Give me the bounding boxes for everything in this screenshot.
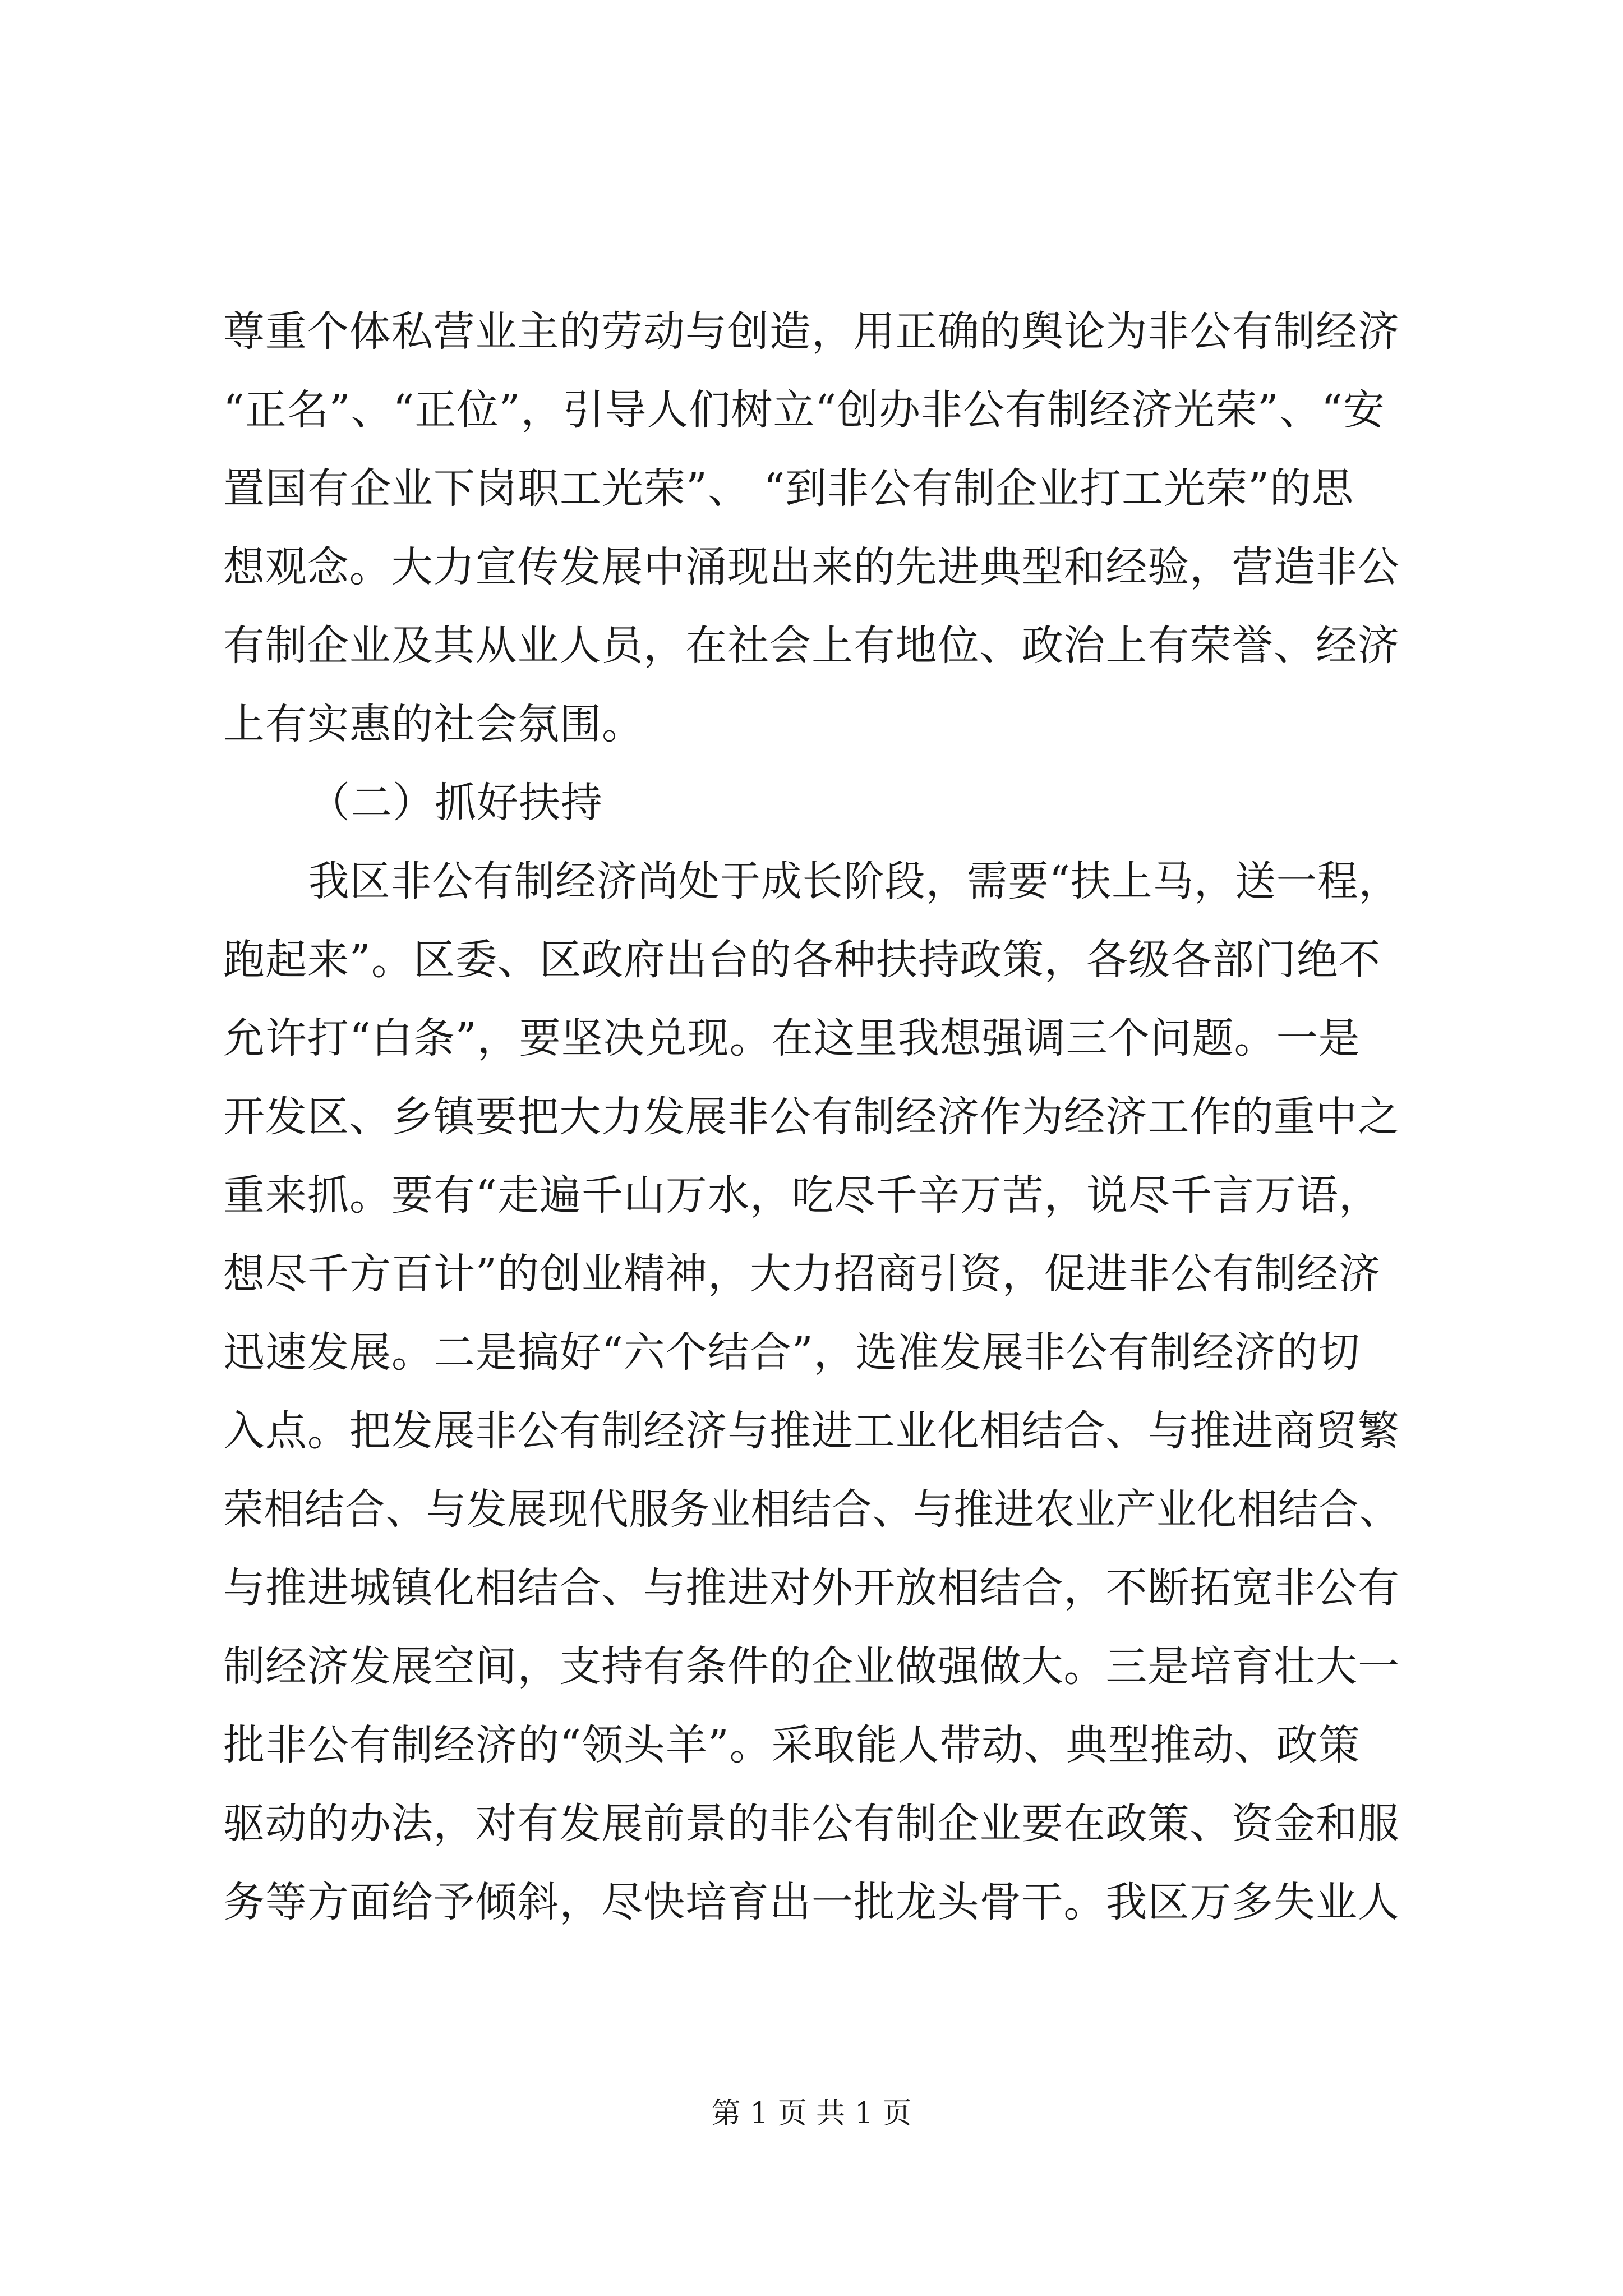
text-line: 有制企业及其从业人员，在社会上有地位、政治上有荣誉、经济 xyxy=(223,622,1400,670)
text-line: 上有实惠的社会氛围。 xyxy=(223,700,644,748)
text-line: 与推进城镇化相结合、与推进对外开放相结合，不断拓宽非公有 xyxy=(223,1564,1400,1612)
text-line: “正名”、“正位”，引导人们树立“创办非公有制经济光荣”、“安 xyxy=(223,386,1385,434)
section-heading: （二）抓好扶持 xyxy=(308,779,603,827)
text-line: 想尽千方百计”的创业精神，大力招商引资，促进非公有制经济 xyxy=(223,1250,1381,1298)
text-line: 重来抓。要有“走遍千山万水，吃尽千辛万苦，说尽千言万语， xyxy=(223,1171,1381,1220)
text-line: 开发区、乡镇要把大力发展非公有制经济作为经济工作的重中之 xyxy=(223,1093,1400,1141)
page-footer: 第 1 页 共 1 页 xyxy=(711,2097,912,2131)
text-line: 荣相结合、与发展现代服务业相结合、与推进农业产业化相结合、 xyxy=(223,1485,1400,1534)
text-line: 想观念。大力宣传发展中涌现出来的先进典型和经验，营造非公 xyxy=(223,543,1400,591)
text-line: 置国有企业下岗职工光荣”、 “到非公有制企业打工光荣”的思 xyxy=(223,464,1354,513)
text-line: 允许打“白条”，要坚决兑现。在这里我想强调三个问题。一是 xyxy=(223,1014,1361,1062)
text-line: 尊重个体私营业主的劳动与创造，用正确的舆论为非公有制经济 xyxy=(223,307,1400,356)
text-line: 我区非公有制经济尚处于成长阶段，需要“扶上马，送一程， xyxy=(308,857,1400,905)
text-line: 驱动的办法，对有发展前景的非公有制企业要在政策、资金和服 xyxy=(223,1800,1400,1848)
text-line: 制经济发展空间，支持有条件的企业做强做大。三是培育壮大一 xyxy=(223,1642,1400,1691)
text-line: 迅速发展。二是搞好“六个结合”，选准发展非公有制经济的切 xyxy=(223,1328,1361,1377)
text-line: 务等方面给予倾斜，尽快培育出一批龙头骨干。我区万多失业人 xyxy=(223,1878,1400,1926)
text-line: 跑起来”。区委、区政府出台的各种扶持政策，各级各部门绝不 xyxy=(223,936,1381,984)
text-line: 批非公有制经济的“领头羊”。采取能人带动、典型推动、政策 xyxy=(223,1721,1361,1769)
text-line: 入点。把发展非公有制经济与推进工业化相结合、与推进商贸繁 xyxy=(223,1407,1400,1455)
